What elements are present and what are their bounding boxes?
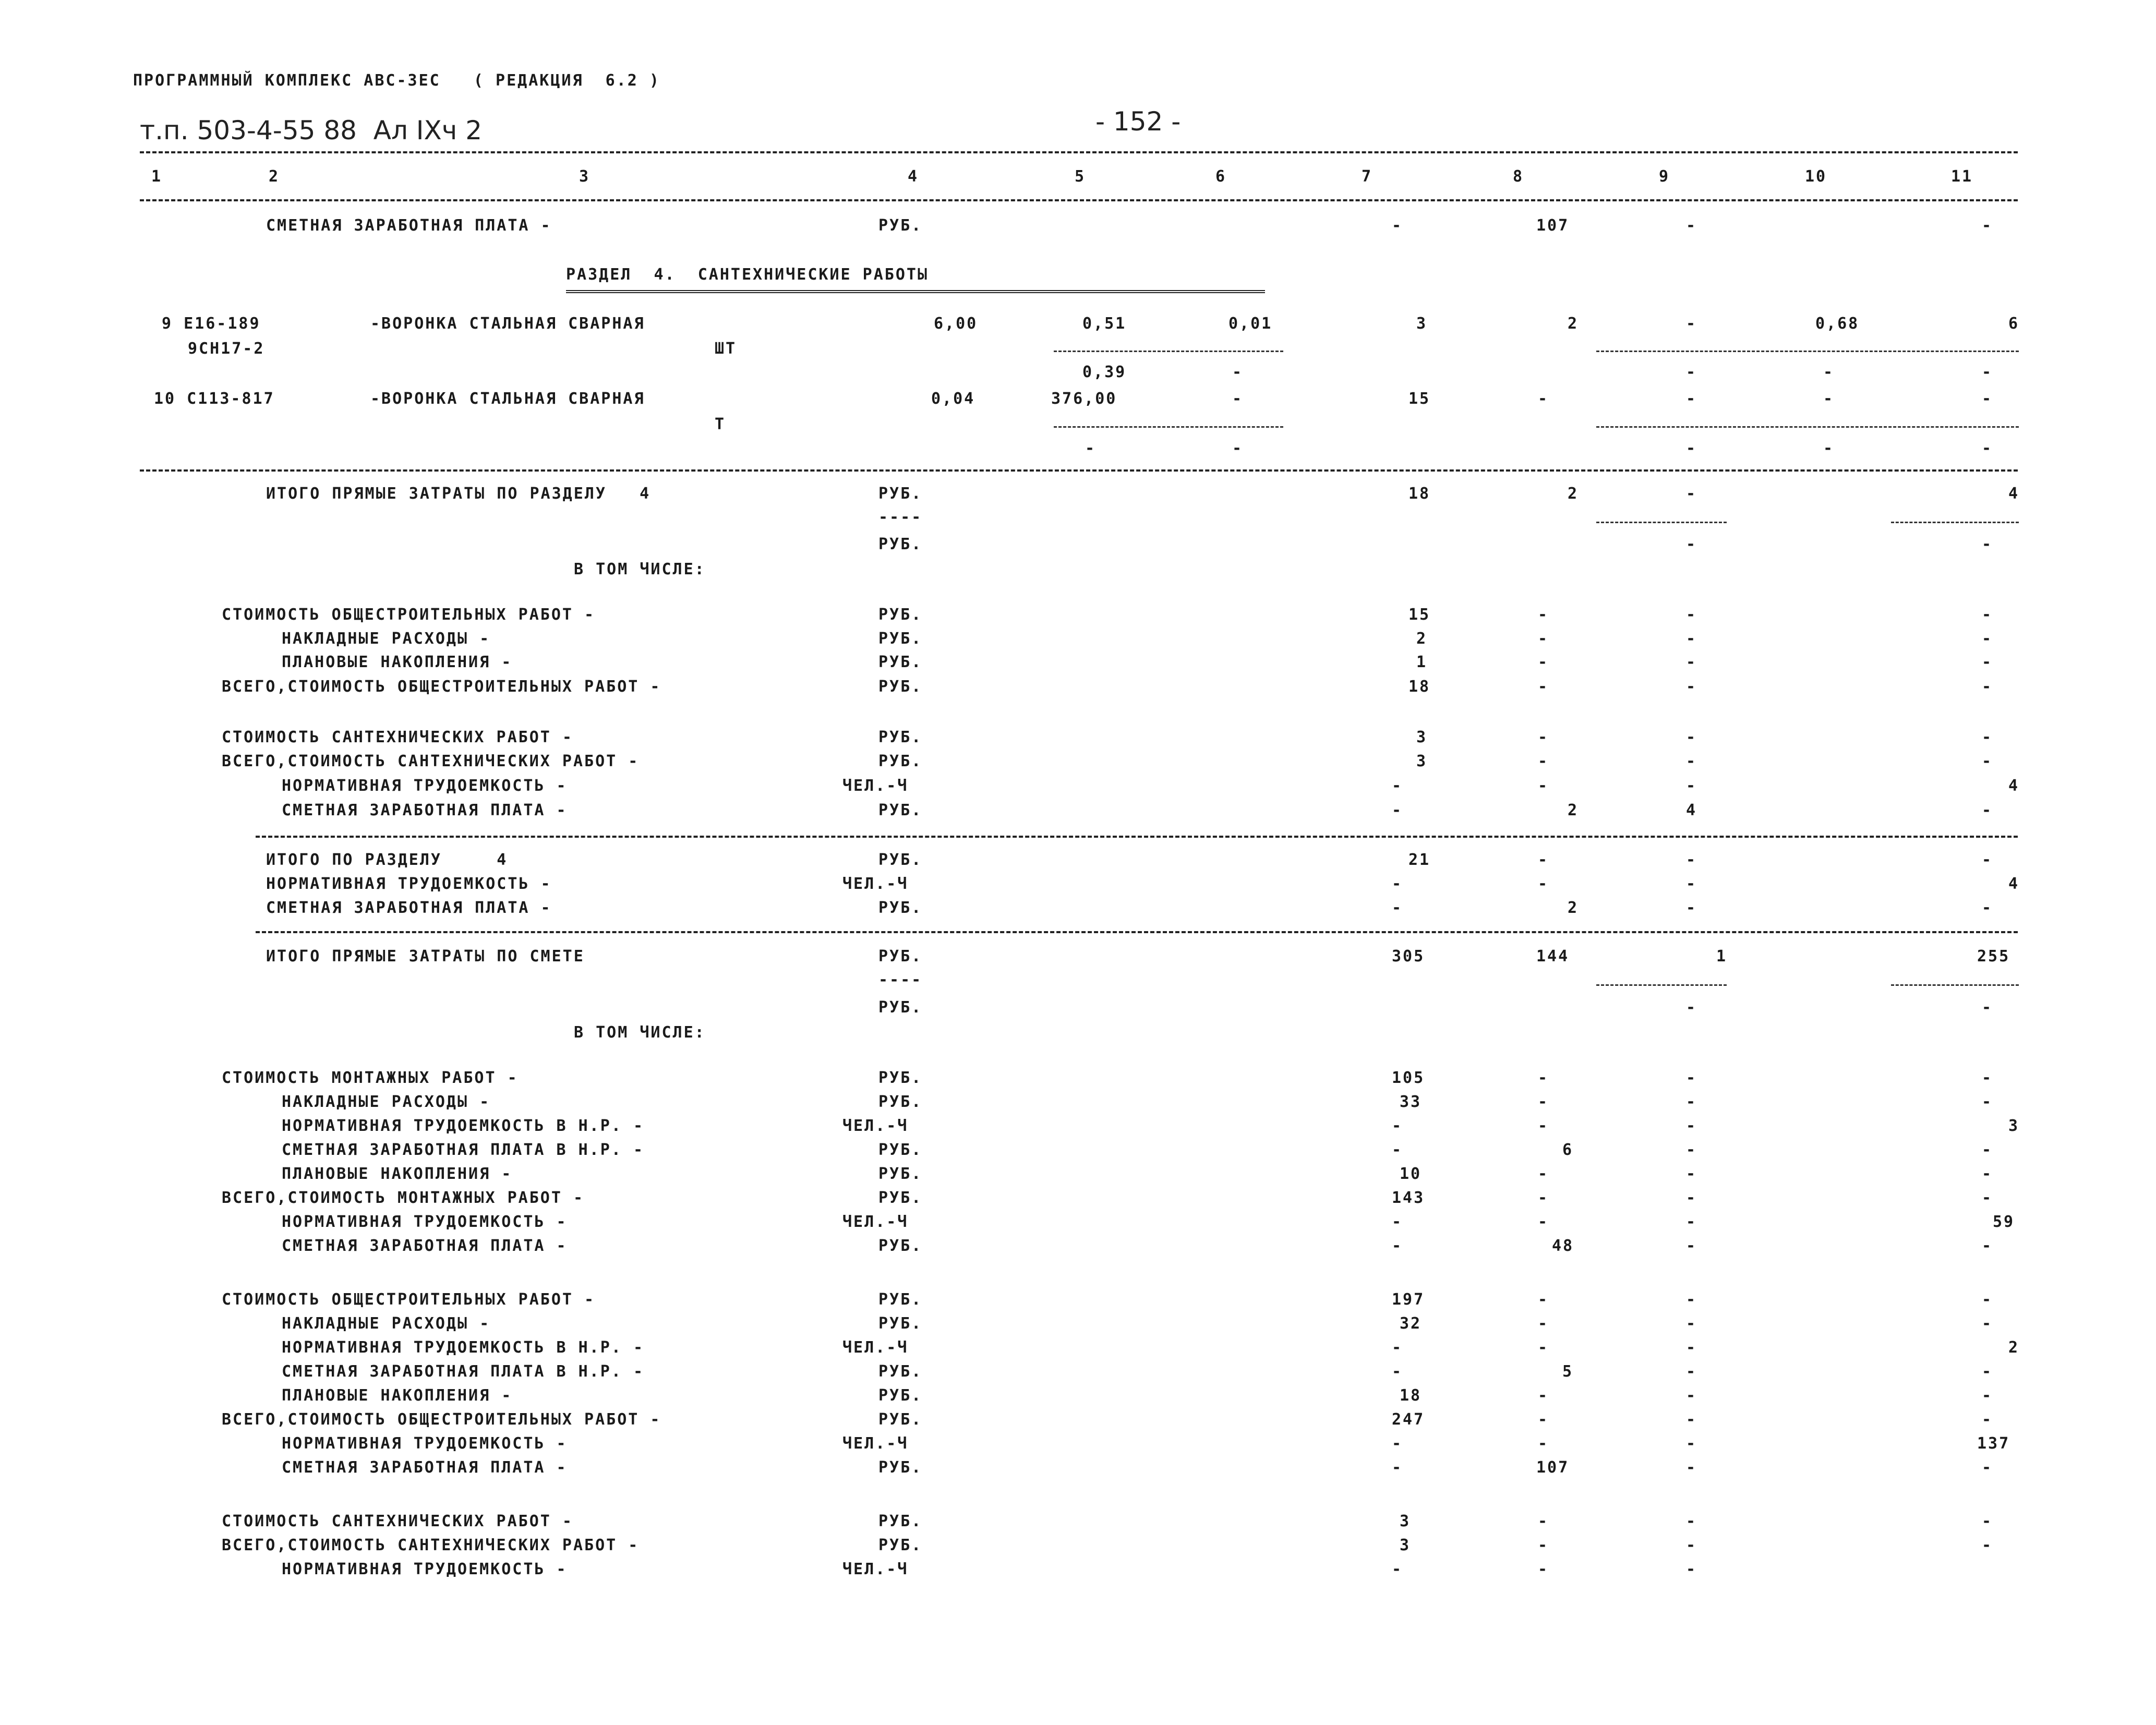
- estimate-line-cell: ПЛАНОВЫЕ НАКОПЛЕНИЯ -: [282, 1165, 513, 1183]
- estimate-line-cell: 21: [1408, 851, 1431, 869]
- estimate-line-cell: -: [1686, 1093, 1697, 1111]
- estimate-line-cell: 15: [1408, 390, 1431, 408]
- estimate-line-cell: 0,01: [1228, 315, 1273, 333]
- estimate-line-cell: РУБ.: [878, 1314, 923, 1333]
- estimate-line-cell: 2: [1568, 801, 1579, 819]
- estimate-line-cell: -: [1686, 777, 1697, 795]
- estimate-line-cell: НОРМАТИВНАЯ ТРУДОЕМКОСТЬ В Н.Р. -: [282, 1338, 645, 1357]
- row9-inner-rule-a: [1054, 351, 1283, 352]
- estimate-line-cell: РУБ.: [878, 998, 923, 1017]
- estimate-line-cell: -: [1982, 1536, 1993, 1554]
- estimate-line-cell: 1: [1416, 653, 1428, 671]
- estimate-line-cell: ВСЕГО,СТОИМОСТЬ ОБЩЕСТРОИТЕЛЬНЫХ РАБОТ -: [222, 678, 661, 696]
- estimate-line-cell: -: [1686, 875, 1697, 893]
- estimate-line-cell: СМЕТНАЯ ЗАРАБОТНАЯ ПЛАТА В Н.Р. -: [282, 1141, 645, 1159]
- estimate-line-cell: -: [1686, 1141, 1697, 1159]
- estimate-line-cell: РУБ.: [878, 801, 923, 819]
- estimate-line-cell: -: [1982, 1069, 1993, 1087]
- estimate-line-cell: -: [1392, 1213, 1403, 1231]
- estimate-line-cell: ИТОГО ПРЯМЫЕ ЗАТРАТЫ ПО РАЗДЕЛУ 4: [266, 485, 651, 503]
- estimate-line-cell: -: [1232, 439, 1244, 457]
- estimate-line-cell: -: [1392, 216, 1403, 235]
- estimate-line-cell: -: [1982, 1410, 1993, 1429]
- estimate-line-cell: -: [1686, 1512, 1697, 1530]
- col-header-7: 7: [1362, 167, 1373, 186]
- estimate-line-cell: 3: [1400, 1536, 1411, 1554]
- estimate-line-cell: -: [1686, 1237, 1697, 1255]
- estimate-line-cell: -: [1686, 1338, 1697, 1357]
- estimate-line-cell: -: [1823, 363, 1835, 381]
- estimate-line-cell: РУБ.: [878, 728, 923, 746]
- estimate-line-cell: -ВОРОНКА СТАЛЬНАЯ СВАРНАЯ: [370, 390, 645, 408]
- estimate-line-cell: РУБ.: [878, 1141, 923, 1159]
- estimate-line-cell: -: [1982, 1386, 1993, 1405]
- estimate-line-cell: ШТ: [715, 340, 737, 358]
- estimate-line-cell: -: [1686, 630, 1697, 648]
- estimate-line-cell: 4: [1686, 801, 1697, 819]
- estimate-line-cell: РУБ.: [878, 1165, 923, 1183]
- estimate-line-cell: ВСЕГО,СТОИМОСТЬ ОБЩЕСТРОИТЕЛЬНЫХ РАБОТ -: [222, 1410, 661, 1429]
- estimate-line-cell: -: [1686, 1362, 1697, 1381]
- estimate-line-cell: -ВОРОНКА СТАЛЬНАЯ СВАРНАЯ: [370, 315, 645, 333]
- estimate-line-cell: -: [1686, 315, 1697, 333]
- estimate-line-cell: ЧЕЛ.-Ч: [842, 777, 909, 795]
- estimate-line-cell: -: [1538, 1410, 1549, 1429]
- estimate-line-cell: 2: [1568, 485, 1579, 503]
- estimate-line-cell: В ТОМ ЧИСЛЕ:: [574, 560, 706, 578]
- estimate-line-cell: -: [1982, 363, 1993, 381]
- estimate-line-cell: -: [1392, 801, 1403, 819]
- estimate-line-cell: 6,00: [934, 315, 978, 333]
- estimate-line-cell: -: [1982, 535, 1993, 553]
- estimate-line-cell: 48: [1552, 1237, 1574, 1255]
- estimate-line-cell: -: [1982, 1512, 1993, 1530]
- estimate-line-cell: -: [1538, 653, 1549, 671]
- estimate-line-cell: -: [1823, 390, 1835, 408]
- estimate-line-cell: 105: [1392, 1069, 1425, 1087]
- estimate-line-cell: -: [1982, 728, 1993, 746]
- estimate-line-cell: 9 Е16-189: [162, 315, 261, 333]
- estimate-line-cell: 247: [1392, 1410, 1425, 1429]
- estimate-line-cell: -: [1982, 630, 1993, 648]
- estimate-line-cell: РУБ.: [878, 752, 923, 770]
- estimate-line-cell: -: [1538, 1165, 1549, 1183]
- estimate-total-rule: [256, 931, 2018, 933]
- estimate-line-cell: -: [1686, 1165, 1697, 1183]
- estimate-line-cell: ВСЕГО,СТОИМОСТЬ МОНТАЖНЫХ РАБОТ -: [222, 1189, 585, 1207]
- estimate-line-cell: -: [1686, 851, 1697, 869]
- estimate-line-cell: 3: [1416, 728, 1428, 746]
- estimate-line-cell: 2: [1416, 630, 1428, 648]
- estimate-line-cell: РУБ.: [878, 1512, 923, 1530]
- estimate-line-cell: 18: [1408, 678, 1431, 696]
- estimate-line-cell: СТОИМОСТЬ САНТЕХНИЧЕСКИХ РАБОТ -: [222, 1512, 573, 1530]
- estimate-line-cell: -: [1982, 216, 1993, 235]
- estimate-line-cell: СМЕТНАЯ ЗАРАБОТНАЯ ПЛАТА -: [266, 899, 552, 917]
- section-summary-rule: [256, 836, 2018, 838]
- col-header-9: 9: [1659, 167, 1670, 186]
- estimate-line-cell: -: [1538, 875, 1549, 893]
- estimate-line-cell: -: [1538, 752, 1549, 770]
- col-header-3: 3: [579, 167, 591, 186]
- estimate-line-cell: РУБ.: [878, 851, 923, 869]
- estimate-line-cell: 137: [1977, 1434, 2010, 1453]
- estimate-line-cell: -: [1538, 1512, 1549, 1530]
- estimate-line-cell: ЧЕЛ.-Ч: [842, 1213, 909, 1231]
- estimate-line-cell: СМЕТНАЯ ЗАРАБОТНАЯ ПЛАТА В Н.Р. -: [282, 1362, 645, 1381]
- estimate-line-cell: 197: [1392, 1290, 1425, 1309]
- estimate-line-cell: РУБ.: [878, 1069, 923, 1087]
- estimate-line-cell: НОРМАТИВНАЯ ТРУДОЕМКОСТЬ -: [282, 1560, 568, 1578]
- estimate-line-cell: 33: [1400, 1093, 1422, 1111]
- estimate-line-cell: СТОИМОСТЬ МОНТАЖНЫХ РАБОТ -: [222, 1069, 519, 1087]
- estimate-line-cell: -: [1982, 1093, 1993, 1111]
- estimate-line-cell: -: [1085, 439, 1097, 457]
- estimate-line-cell: -: [1982, 1237, 1993, 1255]
- estimate-line-cell: РУБ.: [878, 1237, 923, 1255]
- estimate-line-cell: -: [1686, 390, 1697, 408]
- estimate-line-cell: -: [1232, 390, 1244, 408]
- estimate-line-cell: РУБ.: [878, 1458, 923, 1477]
- page-number: - 152 -: [1095, 106, 1181, 137]
- program-header: ПРОГРАММНЫЙ КОМПЛЕКС АВС-3ЕС ( РЕДАКЦИЯ 6.2 ): [133, 71, 660, 90]
- estimate-line-cell: 3: [2008, 1117, 2020, 1135]
- estimate-line-cell: -: [1538, 851, 1549, 869]
- estimate-line-cell: РУБ.: [878, 678, 923, 696]
- estimate-line-cell: -: [1686, 216, 1697, 235]
- estimate-line-cell: -: [1686, 1069, 1697, 1087]
- header-rule-top: [140, 151, 2018, 153]
- estimate-line-cell: -: [1686, 1314, 1697, 1333]
- estimate-line-cell: -: [1686, 653, 1697, 671]
- row10-inner-rule-b: [1596, 426, 2019, 428]
- estimate-line-cell: -: [1538, 1189, 1549, 1207]
- estimate-line-cell: РУБ.: [878, 1410, 923, 1429]
- total-sub-rule-b: [1891, 522, 2019, 523]
- estimate-line-cell: 376,00: [1051, 390, 1117, 408]
- estimate-line-cell: -: [1686, 728, 1697, 746]
- col-header-11: 11: [1951, 167, 1973, 186]
- estimate-line-cell: -: [1538, 630, 1549, 648]
- estimate-line-cell: -: [1392, 1117, 1403, 1135]
- estimate-line-cell: НОРМАТИВНАЯ ТРУДОЕМКОСТЬ -: [282, 1434, 568, 1453]
- estimate-line-cell: 32: [1400, 1314, 1422, 1333]
- estimate-line-cell: РУБ.: [878, 535, 923, 553]
- estimate-line-cell: 0,04: [931, 390, 975, 408]
- estimate-line-cell: -: [1982, 606, 1993, 624]
- estimate-line-cell: В ТОМ ЧИСЛЕ:: [574, 1023, 706, 1042]
- estimate-line-cell: -: [1538, 1536, 1549, 1554]
- estimate-line-cell: СТОИМОСТЬ САНТЕХНИЧЕСКИХ РАБОТ -: [222, 728, 573, 746]
- section-total-rule: [140, 469, 2018, 472]
- estimate-line-cell: -: [1982, 1458, 1993, 1477]
- estimate-line-cell: НОРМАТИВНАЯ ТРУДОЕМКОСТЬ В Н.Р. -: [282, 1117, 645, 1135]
- estimate-line-cell: СМЕТНАЯ ЗАРАБОТНАЯ ПЛАТА -: [282, 801, 568, 819]
- estimate-line-cell: 107: [1536, 1458, 1570, 1477]
- estimate-line-cell: -: [1538, 777, 1549, 795]
- estimate-line-cell: 3: [1416, 752, 1428, 770]
- estimate-line-cell: -: [1538, 1338, 1549, 1357]
- estimate-line-cell: -: [1686, 1536, 1697, 1554]
- estimate-line-cell: РУБ.: [878, 216, 923, 235]
- estimate-line-cell: 9СН17-2: [188, 340, 265, 358]
- estimate-line-cell: СМЕТНАЯ ЗАРАБОТНАЯ ПЛАТА -: [266, 216, 552, 235]
- estimate-line-cell: РУБ.: [878, 485, 923, 503]
- estimate-line-cell: -: [1686, 899, 1697, 917]
- estimate-line-cell: СМЕТНАЯ ЗАРАБОТНАЯ ПЛАТА -: [282, 1458, 568, 1477]
- estimate-line-cell: РУБ.: [878, 1189, 923, 1207]
- col-header-6: 6: [1215, 167, 1227, 186]
- estimate-line-cell: -: [1686, 1434, 1697, 1453]
- estimate-line-cell: РУБ.: [878, 630, 923, 648]
- estimate-line-cell: -: [1982, 1165, 1993, 1183]
- estimate-line-cell: -: [1538, 606, 1549, 624]
- estimate-line-cell: 0,51: [1082, 315, 1127, 333]
- estimate-line-cell: -: [1392, 875, 1403, 893]
- estimate-line-cell: 18: [1400, 1386, 1422, 1405]
- estimate-line-cell: РУБ.: [878, 653, 923, 671]
- estimate-line-cell: НАКЛАДНЫЕ РАСХОДЫ -: [282, 630, 491, 648]
- section-title-underline: [566, 290, 1265, 293]
- estimate-line-cell: РУБ.: [878, 1362, 923, 1381]
- estimate-line-cell: 15: [1408, 606, 1431, 624]
- estimate-line-cell: -: [1686, 439, 1697, 457]
- estimate-line-cell: -: [1982, 1290, 1993, 1309]
- col-header-4: 4: [908, 167, 919, 186]
- estimate-line-cell: НАКЛАДНЫЕ РАСХОДЫ -: [282, 1314, 491, 1333]
- total-sub-rule-a: [1596, 522, 1727, 523]
- estimate-line-cell: 305: [1392, 947, 1425, 966]
- estimate-line-cell: -: [1392, 1458, 1403, 1477]
- estimate-line-cell: 4: [2008, 875, 2020, 893]
- estimate-sub-rule-b: [1891, 984, 2019, 986]
- estimate-line-cell: -: [1392, 1362, 1403, 1381]
- estimate-line-cell: -: [1538, 728, 1549, 746]
- estimate-line-cell: ВСЕГО,СТОИМОСТЬ САНТЕХНИЧЕСКИХ РАБОТ -: [222, 1536, 640, 1554]
- estimate-line-cell: 3: [1400, 1512, 1411, 1530]
- estimate-line-cell: -: [1982, 390, 1993, 408]
- estimate-line-cell: РУБ.: [878, 1536, 923, 1554]
- estimate-line-cell: ВСЕГО,СТОИМОСТЬ САНТЕХНИЧЕСКИХ РАБОТ -: [222, 752, 640, 770]
- estimate-line-cell: -: [1392, 1237, 1403, 1255]
- estimate-line-cell: 10 С113-817: [154, 390, 275, 408]
- estimate-line-cell: 6: [2008, 315, 2020, 333]
- estimate-line-cell: -: [1538, 1290, 1549, 1309]
- estimate-line-cell: РУБ.: [878, 1386, 923, 1405]
- estimate-line-cell: -: [1686, 752, 1697, 770]
- estimate-line-cell: 144: [1536, 947, 1570, 966]
- estimate-line-cell: -: [1982, 1189, 1993, 1207]
- estimate-line-cell: -: [1982, 752, 1993, 770]
- estimate-line-cell: -: [1392, 1338, 1403, 1357]
- estimate-line-cell: -: [1982, 801, 1993, 819]
- estimate-line-cell: -: [1392, 1141, 1403, 1159]
- estimate-line-cell: -: [1538, 1093, 1549, 1111]
- estimate-line-cell: -: [1538, 390, 1549, 408]
- row10-inner-rule-a: [1054, 426, 1283, 428]
- estimate-line-cell: ЧЕЛ.-Ч: [842, 1434, 909, 1453]
- estimate-line-cell: -: [1686, 363, 1697, 381]
- estimate-line-cell: -: [1982, 678, 1993, 696]
- estimate-line-cell: ----: [878, 971, 923, 989]
- estimate-line-cell: -: [1538, 1434, 1549, 1453]
- estimate-line-cell: РАЗДЕЛ 4. САНТЕХНИЧЕСКИЕ РАБОТЫ: [566, 266, 929, 284]
- estimate-line-cell: -: [1982, 1314, 1993, 1333]
- estimate-line-cell: -: [1686, 1410, 1697, 1429]
- estimate-line-cell: РУБ.: [878, 899, 923, 917]
- estimate-line-cell: 0,39: [1082, 363, 1127, 381]
- estimate-line-cell: -: [1982, 1141, 1993, 1159]
- estimate-line-cell: -: [1982, 1362, 1993, 1381]
- estimate-line-cell: 6: [1562, 1141, 1574, 1159]
- estimate-line-cell: ЧЕЛ.-Ч: [842, 875, 909, 893]
- estimate-line-cell: -: [1686, 1386, 1697, 1405]
- estimate-line-cell: 2: [1568, 899, 1579, 917]
- estimate-line-cell: НОРМАТИВНАЯ ТРУДОЕМКОСТЬ -: [282, 1213, 568, 1231]
- estimate-line-cell: 1: [1716, 947, 1728, 966]
- estimate-line-cell: 4: [2008, 485, 2020, 503]
- estimate-line-cell: 143: [1392, 1189, 1425, 1207]
- estimate-line-cell: 10: [1400, 1165, 1422, 1183]
- estimate-line-cell: ИТОГО ПРЯМЫЕ ЗАТРАТЫ ПО СМЕТЕ: [266, 947, 585, 966]
- estimate-line-cell: РУБ.: [878, 1093, 923, 1111]
- estimate-line-cell: -: [1232, 363, 1244, 381]
- estimate-line-cell: -: [1392, 899, 1403, 917]
- estimate-line-cell: -: [1686, 998, 1697, 1017]
- estimate-line-cell: РУБ.: [878, 1290, 923, 1309]
- col-header-8: 8: [1513, 167, 1524, 186]
- col-header-1: 1: [151, 167, 163, 186]
- estimate-line-cell: -: [1686, 1117, 1697, 1135]
- estimate-line-cell: -: [1686, 1290, 1697, 1309]
- estimate-line-cell: 0,68: [1815, 315, 1860, 333]
- estimate-line-cell: -: [1982, 439, 1993, 457]
- estimate-line-cell: 5: [1562, 1362, 1574, 1381]
- estimate-line-cell: -: [1982, 851, 1993, 869]
- estimate-line-cell: -: [1392, 777, 1403, 795]
- estimate-line-cell: СТОИМОСТЬ ОБЩЕСТРОИТЕЛЬНЫХ РАБОТ -: [222, 606, 596, 624]
- estimate-line-cell: -: [1686, 535, 1697, 553]
- estimate-line-cell: -: [1686, 1458, 1697, 1477]
- estimate-line-cell: -: [1538, 1213, 1549, 1231]
- estimate-line-cell: -: [1686, 1560, 1697, 1578]
- estimate-line-cell: Т: [715, 415, 726, 433]
- estimate-line-cell: 4: [2008, 777, 2020, 795]
- estimate-line-cell: -: [1392, 1560, 1403, 1578]
- estimate-line-cell: ПЛАНОВЫЕ НАКОПЛЕНИЯ -: [282, 653, 513, 671]
- estimate-line-cell: НАКЛАДНЫЕ РАСХОДЫ -: [282, 1093, 491, 1111]
- header-rule-bottom: [140, 199, 2018, 201]
- estimate-line-cell: -: [1538, 678, 1549, 696]
- estimate-line-cell: -: [1538, 1560, 1549, 1578]
- estimate-line-cell: ИТОГО ПО РАЗДЕЛУ 4: [266, 851, 508, 869]
- estimate-line-cell: 18: [1408, 485, 1431, 503]
- estimate-line-cell: 2: [2008, 1338, 2020, 1357]
- estimate-line-cell: -: [1538, 1314, 1549, 1333]
- estimate-sub-rule-a: [1596, 984, 1727, 986]
- estimate-line-cell: 107: [1536, 216, 1570, 235]
- estimate-line-cell: РУБ.: [878, 947, 923, 966]
- estimate-line-cell: -: [1392, 1434, 1403, 1453]
- col-header-5: 5: [1075, 167, 1086, 186]
- estimate-line-cell: ПЛАНОВЫЕ НАКОПЛЕНИЯ -: [282, 1386, 513, 1405]
- document-reference: т.п. 503-4-55 88 Ал IХч 2: [140, 115, 483, 146]
- estimate-line-cell: -: [1538, 1117, 1549, 1135]
- estimate-line-cell: -: [1686, 1189, 1697, 1207]
- estimate-line-cell: 59: [1993, 1213, 2015, 1231]
- estimate-line-cell: 255: [1977, 947, 2010, 966]
- estimate-line-cell: СМЕТНАЯ ЗАРАБОТНАЯ ПЛАТА -: [282, 1237, 568, 1255]
- col-header-2: 2: [269, 167, 280, 186]
- estimate-line-cell: НОРМАТИВНАЯ ТРУДОЕМКОСТЬ -: [282, 777, 568, 795]
- estimate-line-cell: ЧЕЛ.-Ч: [842, 1117, 909, 1135]
- estimate-line-cell: 3: [1416, 315, 1428, 333]
- estimate-line-cell: -: [1982, 653, 1993, 671]
- estimate-line-cell: -: [1538, 1386, 1549, 1405]
- estimate-line-cell: ЧЕЛ.-Ч: [842, 1338, 909, 1357]
- estimate-line-cell: СТОИМОСТЬ ОБЩЕСТРОИТЕЛЬНЫХ РАБОТ -: [222, 1290, 596, 1309]
- estimate-line-cell: 2: [1568, 315, 1579, 333]
- estimate-line-cell: -: [1823, 439, 1835, 457]
- estimate-line-cell: -: [1686, 1213, 1697, 1231]
- col-header-10: 10: [1805, 167, 1827, 186]
- estimate-line-cell: РУБ.: [878, 606, 923, 624]
- estimate-line-cell: ЧЕЛ.-Ч: [842, 1560, 909, 1578]
- estimate-line-cell: -: [1686, 606, 1697, 624]
- estimate-line-cell: -: [1982, 998, 1993, 1017]
- estimate-line-cell: -: [1686, 485, 1697, 503]
- row9-inner-rule-b: [1596, 351, 2019, 352]
- estimate-line-cell: ----: [878, 508, 923, 526]
- estimate-line-cell: НОРМАТИВНАЯ ТРУДОЕМКОСТЬ -: [266, 875, 552, 893]
- estimate-line-cell: -: [1982, 899, 1993, 917]
- estimate-line-cell: -: [1686, 678, 1697, 696]
- estimate-line-cell: -: [1538, 1069, 1549, 1087]
